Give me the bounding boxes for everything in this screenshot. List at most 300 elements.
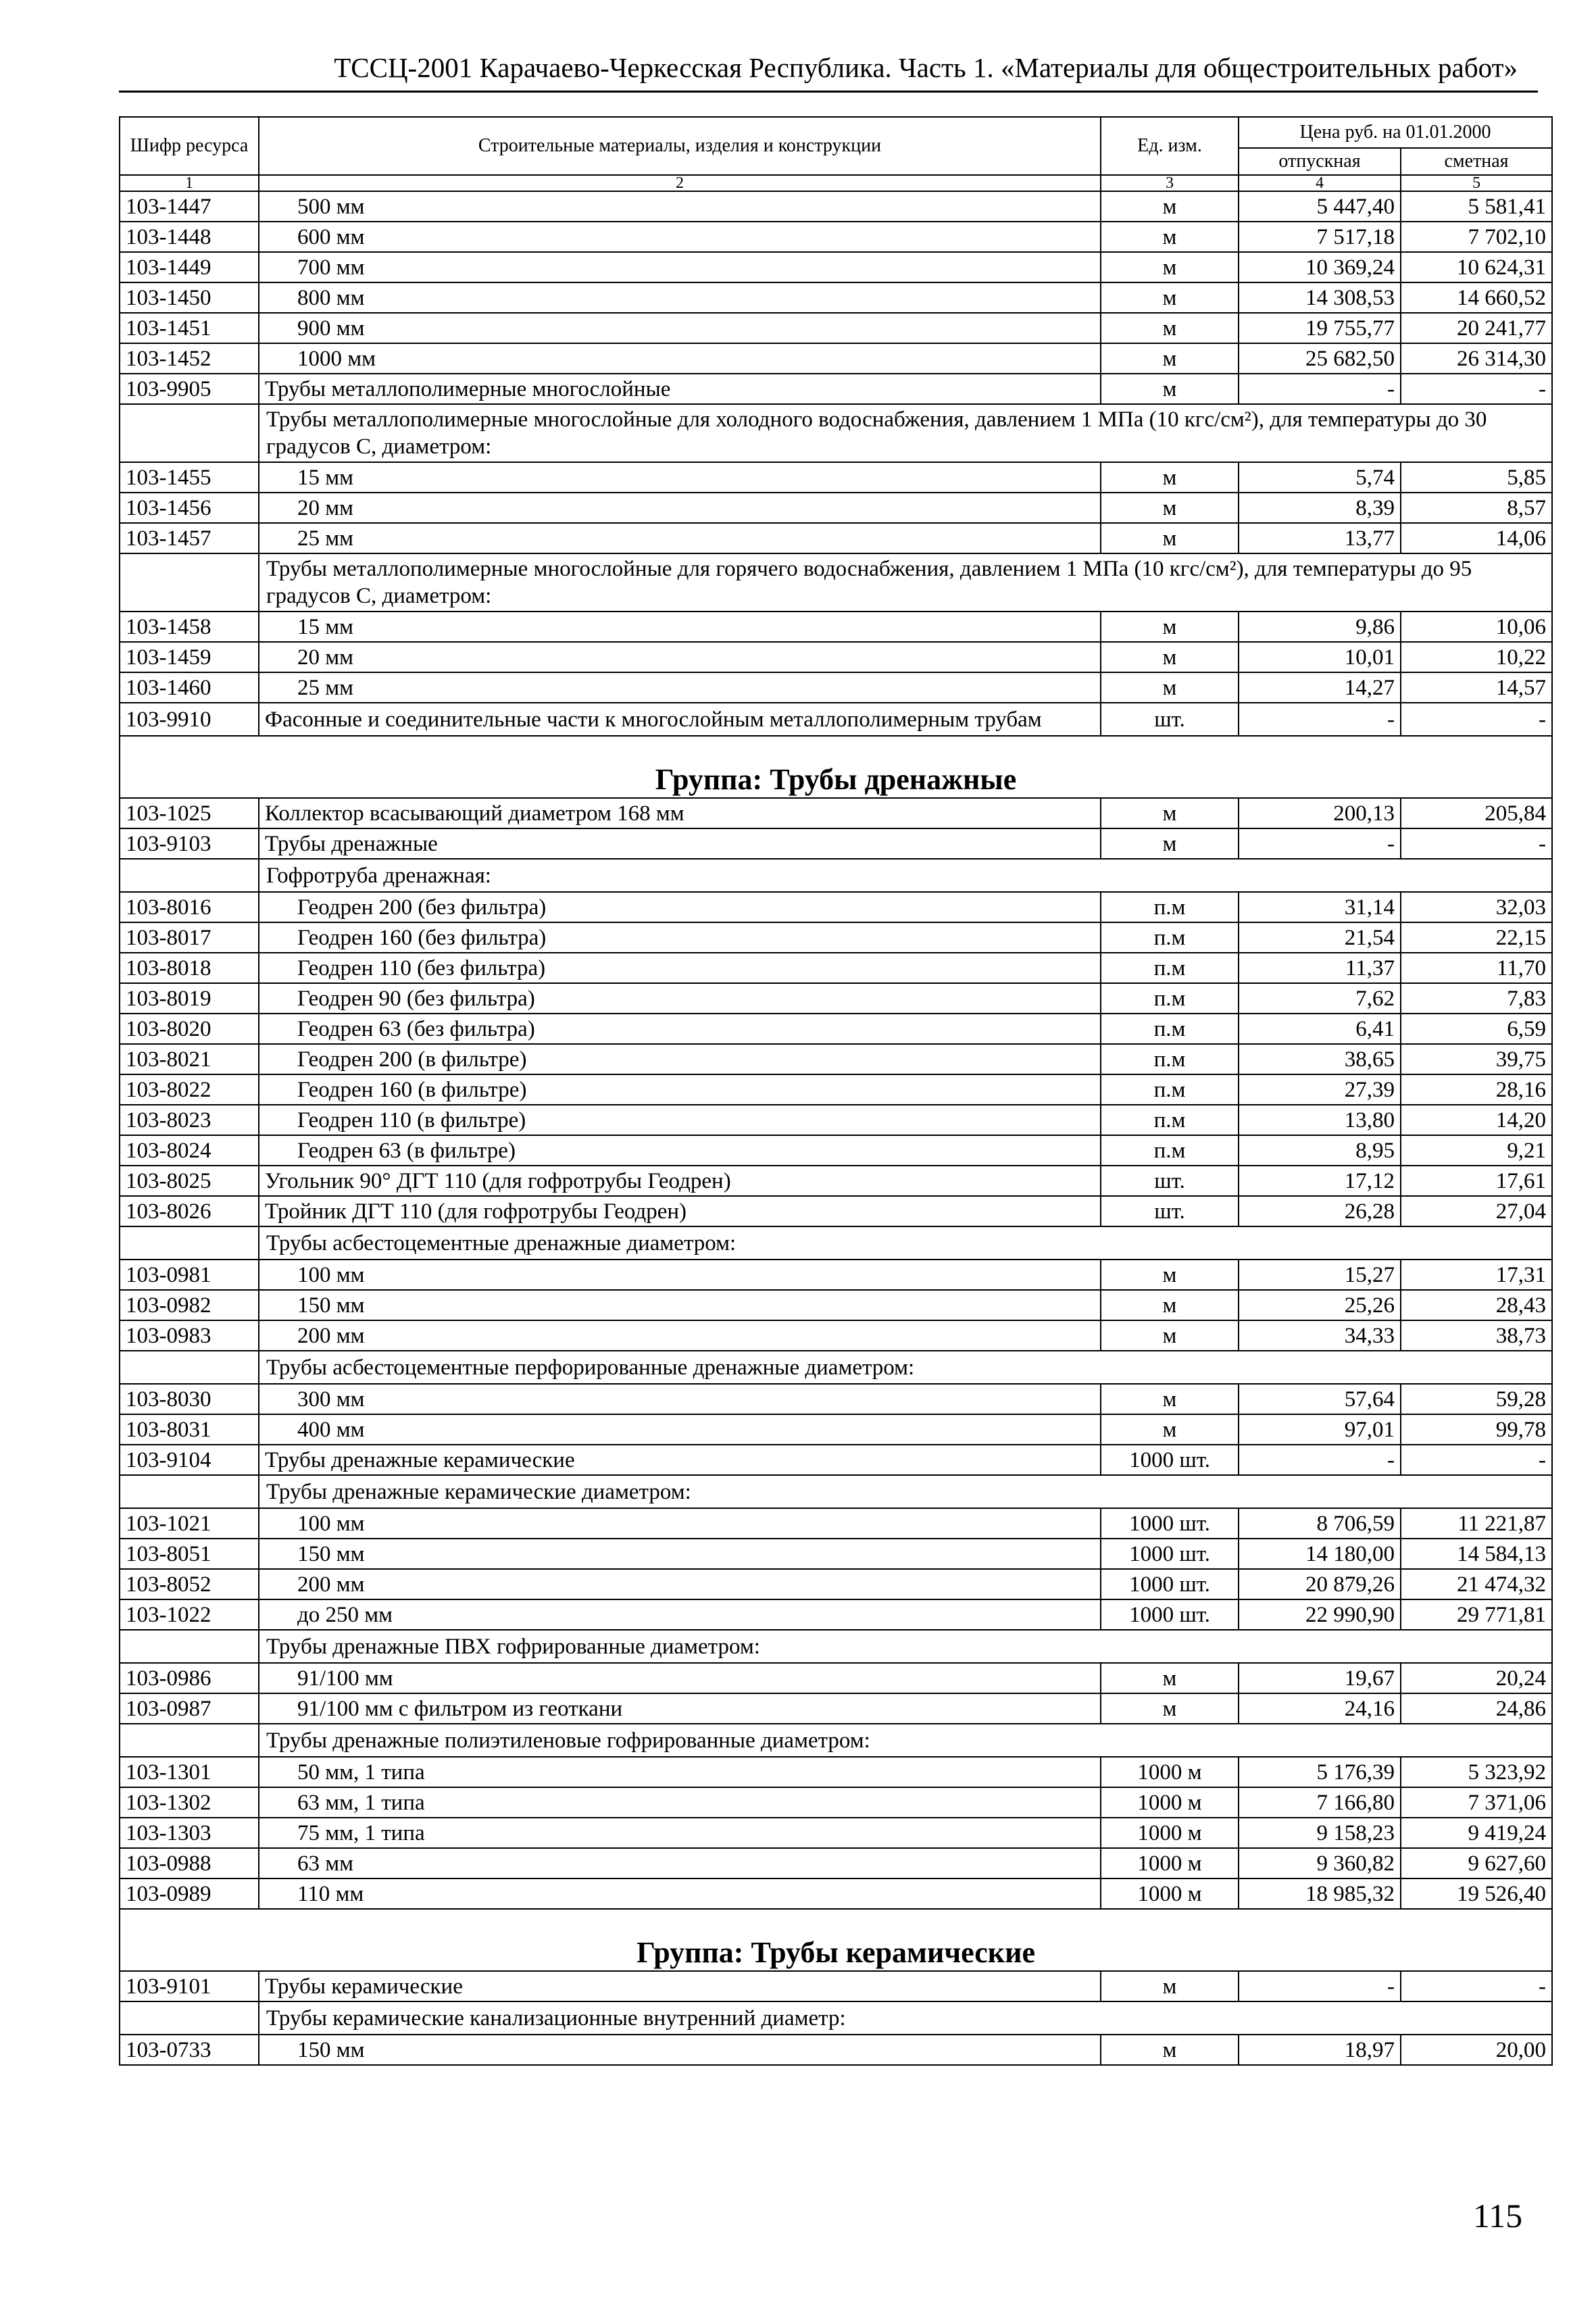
table-row [120, 983, 1552, 1014]
table-row [120, 1014, 1552, 1044]
resource-code: 103-8026 [120, 1196, 259, 1226]
release-price: 8,39 [1239, 493, 1401, 523]
unit-of-measure: м [1101, 642, 1239, 672]
unit-of-measure: м [1101, 1384, 1239, 1414]
table-row [120, 1044, 1552, 1074]
table-row [120, 1414, 1552, 1445]
material-name: 91/100 мм [259, 1663, 1101, 1693]
resource-code: 103-1301 [120, 1757, 259, 1787]
resource-code: 103-8018 [120, 953, 259, 983]
estimate-price: - [1401, 374, 1552, 404]
release-price: - [1239, 374, 1401, 404]
estimate-price: 99,78 [1401, 1414, 1552, 1445]
release-price: - [1239, 703, 1401, 736]
unit-of-measure: м [1101, 343, 1239, 374]
table-row [120, 892, 1552, 922]
release-price: 20 879,26 [1239, 1569, 1401, 1599]
material-name: 800 мм [259, 282, 1101, 313]
estimate-price: 9,21 [1401, 1135, 1552, 1166]
resource-code: 103-1457 [120, 523, 259, 553]
unit-of-measure: 1000 м [1101, 1848, 1239, 1878]
release-price: 15,27 [1239, 1260, 1401, 1290]
release-price: 14 308,53 [1239, 282, 1401, 313]
table-row [120, 1878, 1552, 1909]
resource-code: 103-9101 [120, 1971, 259, 2001]
resource-code: 103-8017 [120, 922, 259, 953]
release-price: 27,39 [1239, 1074, 1401, 1105]
table-row [120, 282, 1552, 313]
estimate-price: 10 624,31 [1401, 252, 1552, 282]
material-name: Геодрен 110 (без фильтра) [259, 953, 1101, 983]
estimate-price: 9 419,24 [1401, 1818, 1552, 1848]
estimate-price: 6,59 [1401, 1014, 1552, 1044]
release-price: 38,65 [1239, 1044, 1401, 1074]
table-row [120, 1290, 1552, 1320]
estimate-price: - [1401, 703, 1552, 736]
table-row [120, 828, 1552, 859]
table-row [120, 1445, 1552, 1475]
estimate-price: 11 221,87 [1401, 1508, 1552, 1539]
material-name: 150 мм [259, 1290, 1101, 1320]
table-row [120, 1848, 1552, 1878]
subheading: Трубы дренажные полиэтиленовые гофрированные диаметром: [259, 1724, 1552, 1757]
section-note: Трубы металлополимерные многослойные для холодного водоснабжения, давлением 1 МПа (10 кгс/см²), для температуры до 30 градусов С, диаметром: [259, 404, 1552, 462]
material-name: Трубы дренажные керамические [259, 1445, 1101, 1475]
subheading-row [120, 1724, 1552, 1757]
material-name: 200 мм [259, 1569, 1101, 1599]
col-header-release: отпускная [1239, 148, 1401, 175]
resource-code: 103-8020 [120, 1014, 259, 1044]
estimate-price: 7 371,06 [1401, 1787, 1552, 1818]
resource-code: 103-0981 [120, 1260, 259, 1290]
resource-code: 103-1447 [120, 191, 259, 222]
estimate-price: 205,84 [1401, 798, 1552, 828]
table-row [120, 1663, 1552, 1693]
material-name: Трубы керамические [259, 1971, 1101, 2001]
material-name: 1000 мм [259, 343, 1101, 374]
section-note-row [120, 404, 1552, 462]
unit-of-measure: п.м [1101, 1044, 1239, 1074]
resource-code: 103-9104 [120, 1445, 259, 1475]
table-row [120, 1105, 1552, 1135]
table-row [120, 1135, 1552, 1166]
table-row [120, 1971, 1552, 2001]
material-name: 400 мм [259, 1414, 1101, 1445]
table-row [120, 222, 1552, 252]
release-price: 7,62 [1239, 983, 1401, 1014]
release-price: 14,27 [1239, 672, 1401, 703]
estimate-price: 17,61 [1401, 1166, 1552, 1196]
unit-of-measure: п.м [1101, 892, 1239, 922]
unit-of-measure: м [1101, 1260, 1239, 1290]
estimate-price: 17,31 [1401, 1260, 1552, 1290]
resource-code: 103-0987 [120, 1693, 259, 1724]
resource-code: 103-0733 [120, 2035, 259, 2065]
table-row [120, 523, 1552, 553]
subheading: Гофротруба дренажная: [259, 859, 1552, 892]
material-name: 63 мм [259, 1848, 1101, 1878]
unit-of-measure: 1000 шт. [1101, 1599, 1239, 1630]
material-name: 150 мм [259, 1539, 1101, 1569]
subheading-row [120, 2001, 1552, 2035]
resource-code: 103-1448 [120, 222, 259, 252]
material-name: 900 мм [259, 313, 1101, 343]
resource-code: 103-1449 [120, 252, 259, 282]
estimate-price: 5 581,41 [1401, 191, 1552, 222]
unit-of-measure: м [1101, 1290, 1239, 1320]
subheading: Трубы асбестоцементные перфорированные дренажные диаметром: [259, 1351, 1552, 1384]
unit-of-measure: м [1101, 523, 1239, 553]
subheading: Трубы керамические канализационные внутренний диаметр: [259, 2001, 1552, 2035]
resource-code: 103-0986 [120, 1663, 259, 1693]
resource-code: 103-1303 [120, 1818, 259, 1848]
material-name: 300 мм [259, 1384, 1101, 1414]
estimate-price: 10,06 [1401, 612, 1552, 642]
estimate-price: 14,06 [1401, 523, 1552, 553]
unit-of-measure: м [1101, 1320, 1239, 1351]
material-name: 200 мм [259, 1320, 1101, 1351]
estimate-price: 38,73 [1401, 1320, 1552, 1351]
release-price: 8,95 [1239, 1135, 1401, 1166]
unit-of-measure: м [1101, 493, 1239, 523]
table-row [120, 1320, 1552, 1351]
table-row [120, 1539, 1552, 1569]
material-name: 25 мм [259, 523, 1101, 553]
release-price: 22 990,90 [1239, 1599, 1401, 1630]
release-price: - [1239, 1971, 1401, 2001]
resource-code: 103-8016 [120, 892, 259, 922]
estimate-price: 14,57 [1401, 672, 1552, 703]
resource-code: 103-1302 [120, 1787, 259, 1818]
release-price: 21,54 [1239, 922, 1401, 953]
unit-of-measure: п.м [1101, 983, 1239, 1014]
material-name: 150 мм [259, 2035, 1101, 2065]
table-row [120, 2035, 1552, 2065]
resource-code: 103-0989 [120, 1878, 259, 1909]
estimate-price: 7 702,10 [1401, 222, 1552, 252]
table-row [120, 953, 1552, 983]
release-price: 9,86 [1239, 612, 1401, 642]
unit-of-measure: м [1101, 1663, 1239, 1693]
empty-code-cell [120, 1226, 259, 1260]
material-name: 100 мм [259, 1260, 1101, 1290]
col-header-price: Цена руб. на 01.01.2000 [1239, 117, 1552, 148]
material-name: Тройник ДГТ 110 (для гофротрубы Геодрен) [259, 1196, 1101, 1226]
unit-of-measure: 1000 шт. [1101, 1445, 1239, 1475]
col-number: 3 [1101, 175, 1239, 191]
resource-code: 103-8024 [120, 1135, 259, 1166]
resource-code: 103-8051 [120, 1539, 259, 1569]
price-table [119, 116, 1553, 2066]
unit-of-measure: 1000 шт. [1101, 1508, 1239, 1539]
empty-code-cell [120, 553, 259, 612]
material-name: 500 мм [259, 191, 1101, 222]
unit-of-measure: м [1101, 612, 1239, 642]
material-name: 75 мм, 1 типа [259, 1818, 1101, 1848]
release-price: 13,80 [1239, 1105, 1401, 1135]
resource-code: 103-9910 [120, 703, 259, 736]
table-row [120, 191, 1552, 222]
release-price: 14 180,00 [1239, 1539, 1401, 1569]
release-price: 25 682,50 [1239, 343, 1401, 374]
release-price: 13,77 [1239, 523, 1401, 553]
estimate-price: 14 584,13 [1401, 1539, 1552, 1569]
release-price: 19,67 [1239, 1663, 1401, 1693]
estimate-price: - [1401, 1971, 1552, 2001]
material-name: 20 мм [259, 642, 1101, 672]
table-row [120, 642, 1552, 672]
material-name: Геодрен 90 (без фильтра) [259, 983, 1101, 1014]
unit-of-measure: м [1101, 374, 1239, 404]
table-row [120, 1599, 1552, 1630]
table-row [120, 1569, 1552, 1599]
release-price: 31,14 [1239, 892, 1401, 922]
estimate-price: - [1401, 1445, 1552, 1475]
table-row [120, 252, 1552, 282]
table-row [120, 1260, 1552, 1290]
table-row [120, 374, 1552, 404]
material-name: 50 мм, 1 типа [259, 1757, 1101, 1787]
resource-code: 103-1459 [120, 642, 259, 672]
subheading-row [120, 1475, 1552, 1508]
unit-of-measure: п.м [1101, 953, 1239, 983]
material-name: Геодрен 110 (в фильтре) [259, 1105, 1101, 1135]
release-price: 34,33 [1239, 1320, 1401, 1351]
material-name: 25 мм [259, 672, 1101, 703]
empty-code-cell [120, 2001, 259, 2035]
release-price: 18 985,32 [1239, 1878, 1401, 1909]
resource-code: 103-1025 [120, 798, 259, 828]
empty-code-cell [120, 1351, 259, 1384]
release-price: - [1239, 1445, 1401, 1475]
estimate-price: 14 660,52 [1401, 282, 1552, 313]
release-price: 57,64 [1239, 1384, 1401, 1414]
col-number: 5 [1401, 175, 1552, 191]
estimate-price: 20 241,77 [1401, 313, 1552, 343]
estimate-price: 26 314,30 [1401, 343, 1552, 374]
resource-code: 103-8025 [120, 1166, 259, 1196]
unit-of-measure: м [1101, 222, 1239, 252]
table-row [120, 1787, 1552, 1818]
empty-code-cell [120, 1724, 259, 1757]
unit-of-measure: шт. [1101, 1196, 1239, 1226]
unit-of-measure: 1000 шт. [1101, 1539, 1239, 1569]
resource-code: 103-8023 [120, 1105, 259, 1135]
estimate-price: 29 771,81 [1401, 1599, 1552, 1630]
empty-code-cell [120, 859, 259, 892]
table-row [120, 798, 1552, 828]
material-name: 15 мм [259, 462, 1101, 493]
resource-code: 103-8052 [120, 1569, 259, 1599]
estimate-price: 5 323,92 [1401, 1757, 1552, 1787]
release-price: 7 166,80 [1239, 1787, 1401, 1818]
material-name: 91/100 мм с фильтром из геоткани [259, 1693, 1101, 1724]
table-row [120, 1196, 1552, 1226]
subheading-row [120, 1351, 1552, 1384]
material-name: Геодрен 63 (без фильтра) [259, 1014, 1101, 1044]
resource-code: 103-1021 [120, 1508, 259, 1539]
table-row [120, 1757, 1552, 1787]
unit-of-measure: 1000 м [1101, 1878, 1239, 1909]
release-price: 11,37 [1239, 953, 1401, 983]
material-name: Коллектор всасывающий диаметром 168 мм [259, 798, 1101, 828]
subheading: Трубы дренажные керамические диаметром: [259, 1475, 1552, 1508]
col-header-estimate: сметная [1401, 148, 1552, 175]
estimate-price: 28,16 [1401, 1074, 1552, 1105]
unit-of-measure: м [1101, 191, 1239, 222]
release-price: 17,12 [1239, 1166, 1401, 1196]
unit-of-measure: п.м [1101, 1105, 1239, 1135]
release-price: - [1239, 828, 1401, 859]
material-name: Геодрен 63 (в фильтре) [259, 1135, 1101, 1166]
table-row [120, 462, 1552, 493]
section-note: Трубы металлополимерные многослойные для горячего водоснабжения, давлением 1 МПа (10 кгс/см²), для температуры до 95 градусов С, диаметром: [259, 553, 1552, 612]
resource-code: 103-8022 [120, 1074, 259, 1105]
resource-code: 103-0988 [120, 1848, 259, 1878]
release-price: 5 447,40 [1239, 191, 1401, 222]
material-name: Геодрен 200 (без фильтра) [259, 892, 1101, 922]
col-number: 2 [259, 175, 1101, 191]
unit-of-measure: м [1101, 282, 1239, 313]
resource-code: 103-1455 [120, 462, 259, 493]
group-heading-row [120, 736, 1552, 798]
empty-code-cell [120, 404, 259, 462]
unit-of-measure: п.м [1101, 1014, 1239, 1044]
release-price: 200,13 [1239, 798, 1401, 828]
release-price: 19 755,77 [1239, 313, 1401, 343]
table-row [120, 343, 1552, 374]
material-name: 700 мм [259, 252, 1101, 282]
unit-of-measure: п.м [1101, 922, 1239, 953]
unit-of-measure: м [1101, 1414, 1239, 1445]
material-name: 110 мм [259, 1878, 1101, 1909]
resource-code: 103-1458 [120, 612, 259, 642]
resource-code: 103-0982 [120, 1290, 259, 1320]
estimate-price: 59,28 [1401, 1384, 1552, 1414]
subheading: Трубы асбестоцементные дренажные диаметром: [259, 1226, 1552, 1260]
material-name: Фасонные и соединительные части к многослойным металлополимерным трубам [259, 703, 1101, 736]
unit-of-measure: шт. [1101, 1166, 1239, 1196]
estimate-price: 24,86 [1401, 1693, 1552, 1724]
release-price: 5,74 [1239, 462, 1401, 493]
resource-code: 103-8030 [120, 1384, 259, 1414]
estimate-price: 22,15 [1401, 922, 1552, 953]
material-name: Трубы металлополимерные многослойные [259, 374, 1101, 404]
estimate-price: 20,24 [1401, 1663, 1552, 1693]
resource-code: 103-0983 [120, 1320, 259, 1351]
table-row [120, 1693, 1552, 1724]
release-price: 5 176,39 [1239, 1757, 1401, 1787]
unit-of-measure: м [1101, 672, 1239, 703]
estimate-price: 32,03 [1401, 892, 1552, 922]
release-price: 97,01 [1239, 1414, 1401, 1445]
material-name: 63 мм, 1 типа [259, 1787, 1101, 1818]
release-price: 24,16 [1239, 1693, 1401, 1724]
estimate-price: 5,85 [1401, 462, 1552, 493]
estimate-price: 19 526,40 [1401, 1878, 1552, 1909]
col-header-name: Строительные материалы, изделия и конструкции [259, 117, 1101, 175]
table-row [120, 1818, 1552, 1848]
col-number: 1 [120, 175, 259, 191]
resource-code: 103-1450 [120, 282, 259, 313]
table-row [120, 1166, 1552, 1196]
table-row [120, 493, 1552, 523]
release-price: 9 360,82 [1239, 1848, 1401, 1878]
group-heading: Группа: Трубы дренажные [120, 736, 1552, 798]
estimate-price: - [1401, 828, 1552, 859]
table-row [120, 1384, 1552, 1414]
subheading: Трубы дренажные ПВХ гофрированные диаметром: [259, 1630, 1552, 1663]
table-row [120, 1074, 1552, 1105]
table-body [120, 191, 1552, 2065]
estimate-price: 11,70 [1401, 953, 1552, 983]
col-header-unit: Ед. изм. [1101, 117, 1239, 175]
page-number: 115 [1473, 2197, 1523, 2235]
col-header-code: Шифр ресурса [120, 117, 259, 175]
material-name: Геодрен 160 (без фильтра) [259, 922, 1101, 953]
empty-code-cell [120, 1475, 259, 1508]
estimate-price: 39,75 [1401, 1044, 1552, 1074]
estimate-price: 9 627,60 [1401, 1848, 1552, 1878]
unit-of-measure: м [1101, 1971, 1239, 2001]
table-row [120, 922, 1552, 953]
release-price: 10 369,24 [1239, 252, 1401, 282]
release-price: 10,01 [1239, 642, 1401, 672]
subheading-row [120, 1226, 1552, 1260]
resource-code: 103-1451 [120, 313, 259, 343]
resource-code: 103-9905 [120, 374, 259, 404]
header-rule [119, 91, 1538, 93]
table-row [120, 612, 1552, 642]
material-name: Угольник 90° ДГТ 110 (для гофротрубы Геодрен) [259, 1166, 1101, 1196]
unit-of-measure: м [1101, 2035, 1239, 2065]
section-note-row [120, 553, 1552, 612]
unit-of-measure: м [1101, 462, 1239, 493]
release-price: 6,41 [1239, 1014, 1401, 1044]
unit-of-measure: 1000 м [1101, 1818, 1239, 1848]
subheading-row [120, 1630, 1552, 1663]
unit-of-measure: шт. [1101, 703, 1239, 736]
release-price: 26,28 [1239, 1196, 1401, 1226]
table-row [120, 672, 1552, 703]
estimate-price: 14,20 [1401, 1105, 1552, 1135]
material-name: Геодрен 160 (в фильтре) [259, 1074, 1101, 1105]
unit-of-measure: м [1101, 252, 1239, 282]
release-price: 9 158,23 [1239, 1818, 1401, 1848]
unit-of-measure: п.м [1101, 1074, 1239, 1105]
resource-code: 103-1022 [120, 1599, 259, 1630]
resource-code: 103-9103 [120, 828, 259, 859]
estimate-price: 28,43 [1401, 1290, 1552, 1320]
subheading-row [120, 859, 1552, 892]
material-name: 15 мм [259, 612, 1101, 642]
empty-code-cell [120, 1630, 259, 1663]
table-row [120, 703, 1552, 736]
resource-code: 103-8031 [120, 1414, 259, 1445]
material-name: до 250 мм [259, 1599, 1101, 1630]
estimate-price: 7,83 [1401, 983, 1552, 1014]
estimate-price: 20,00 [1401, 2035, 1552, 2065]
material-name: Геодрен 200 (в фильтре) [259, 1044, 1101, 1074]
resource-code: 103-1456 [120, 493, 259, 523]
unit-of-measure: 1000 шт. [1101, 1569, 1239, 1599]
unit-of-measure: м [1101, 313, 1239, 343]
group-heading-row [120, 1909, 1552, 1971]
page-header: ТССЦ-2001 Карачаево-Черкесская Республика. Часть 1. «Материалы для общестроительных работ» [334, 52, 1518, 83]
group-heading: Группа: Трубы керамические [120, 1909, 1552, 1971]
resource-code: 103-8019 [120, 983, 259, 1014]
estimate-price: 8,57 [1401, 493, 1552, 523]
